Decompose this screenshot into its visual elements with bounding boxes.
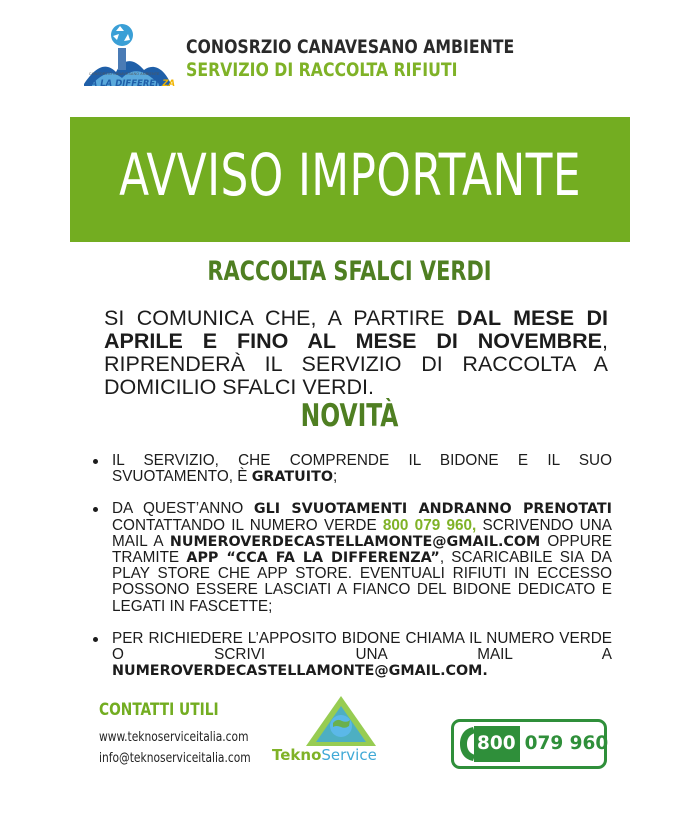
email-link[interactable]: info@teknoserviceitalia.com xyxy=(99,750,251,766)
novita-heading: NOVITÀ xyxy=(300,398,399,434)
phone-number-inline: 800 079 960, xyxy=(382,516,477,534)
notice-subtitle: RACCOLTA SFALCI VERDI xyxy=(207,256,492,287)
teknoservice-wordmark: TeknoService xyxy=(272,746,377,764)
logo-tagline: FA LA DIFFERENZA xyxy=(86,79,176,89)
list-item: DA QUEST’ANNO GLI SVUOTAMENTI ANDRANNO PRENOTATI CONTATTANDO IL NUMERO VERDE 800 079 960, SCRIVENDO UNA MAIL A NUMEROVERDECASTELLAMONTE@GMAIL.COM OPPURE TRAMITE APP “CCA FA LA DIFFERENZA”, SCARICABILE SIA DA PLAY STORE CHE APP STORE. EVENTUALI RIFIUTI IN ECCESSO POSSONO ESSERE LASCIATI A FIANCO DEL BIDONE DEDICATO E LEGATI IN FASCETTE; xyxy=(92,501,612,614)
teknoservice-logo-icon xyxy=(296,692,386,752)
email-inline: NUMEROVERDECASTELLAMONTE@GMAIL.COM. xyxy=(112,663,488,680)
news-list xyxy=(92,453,612,679)
recycle-icon xyxy=(111,24,133,46)
website-link[interactable]: www.teknoserviceitalia.com xyxy=(99,729,249,745)
list-item: IL SERVIZIO, CHE COMPRENDE IL BIDONE E IL SUO SVUOTAMENTO, È GRATUITO; xyxy=(92,453,612,485)
organization-service: SERVIZIO DI RACCOLTA RIFIUTI xyxy=(186,59,458,81)
organization-name: CONOSRZIO CANAVESANO AMBIENTE xyxy=(186,36,515,58)
logo-caption: CONSORZIO CANAVESANO AMBIENTE xyxy=(89,72,160,76)
numero-verde-number: 800 079 960 xyxy=(474,726,608,762)
announcement-banner xyxy=(70,117,630,242)
email-inline: NUMEROVERDECASTELLAMONTE@GMAIL.COM xyxy=(169,533,541,550)
intro-paragraph: SI COMUNICA CHE, A PARTIRE DAL MESE DI APRILE E FINO AL MESE DI NOVEMBRE, RIPRENDERÀ IL SERVIZIO DI RACCOLTA A DOMICILIO SFALCI VERDI. xyxy=(104,306,608,399)
numero-verde-badge[interactable] xyxy=(451,719,607,769)
contacts-title: CONTATTI UTILI xyxy=(99,700,219,720)
banner-title: AVVISO IMPORTANTE xyxy=(119,141,581,209)
list-item: PER RICHIEDERE L’APPOSITO BIDONE CHIAMA IL NUMERO VERDE O SCRIVI UNA MAIL A NUMEROVERDECASTELLAMONTE@GMAIL.COM. xyxy=(92,631,612,680)
app-name: APP “CCA FA LA DIFFERENZA” xyxy=(186,550,440,567)
